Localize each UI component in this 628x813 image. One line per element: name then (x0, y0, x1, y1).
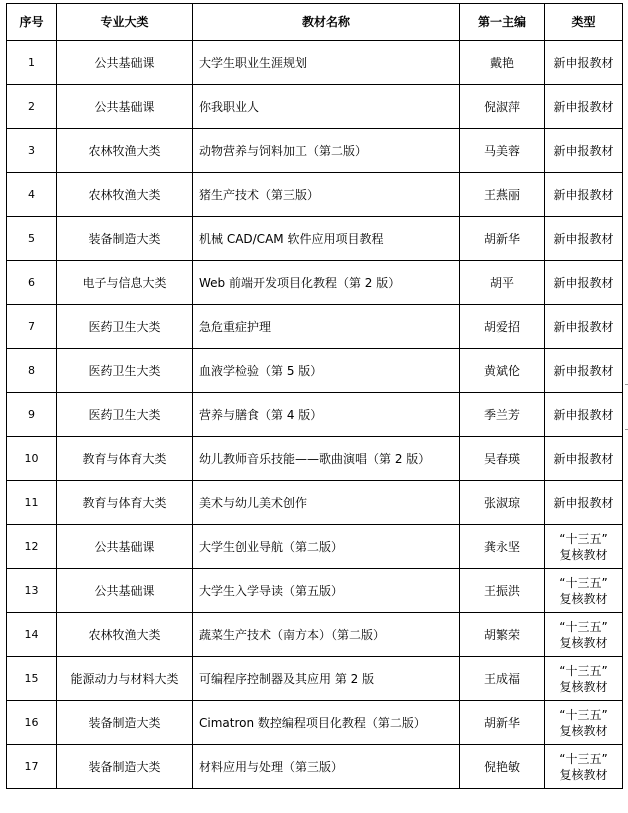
header-type: 类型 (545, 4, 623, 41)
header-title: 教材名称 (193, 4, 460, 41)
cell-index: 15 (7, 657, 57, 701)
cell-type-line2: 复核教材 (559, 547, 608, 562)
cell-type (545, 613, 623, 657)
table-body (7, 41, 623, 789)
table-row (7, 701, 623, 745)
cell-category: 医药卫生大类 (57, 349, 193, 393)
table-row (7, 261, 623, 305)
textbook-table (6, 3, 623, 789)
cell-title: 机械 CAD/CAM 软件应用项目教程 (193, 217, 460, 261)
cell-editor: 龚永坚 (460, 525, 545, 569)
cell-index: 6 (7, 261, 57, 305)
cell-type-line2: 复核教材 (559, 767, 608, 782)
cell-index: 4 (7, 173, 57, 217)
cell-type (545, 701, 623, 745)
cell-category: 装备制造大类 (57, 701, 193, 745)
cell-editor: 黄斌伦 (460, 349, 545, 393)
table-row (7, 217, 623, 261)
cell-index: 12 (7, 525, 57, 569)
cell-title: 大学生入学导读（第五版） (193, 569, 460, 613)
cell-editor: 马美蓉 (460, 129, 545, 173)
cell-category: 医药卫生大类 (57, 393, 193, 437)
cell-category: 教育与体育大类 (57, 437, 193, 481)
cell-type-line1: 新申报教材 (553, 275, 614, 290)
cell-type (545, 85, 623, 129)
header-row (7, 4, 623, 41)
cell-type-line1: 新申报教材 (553, 319, 614, 334)
cell-editor: 吴春瑛 (460, 437, 545, 481)
cell-type (545, 393, 623, 437)
header-category: 专业大类 (57, 4, 193, 41)
cell-editor: 胡新华 (460, 701, 545, 745)
cell-index: 17 (7, 745, 57, 789)
cell-index: 1 (7, 41, 57, 85)
table-row (7, 173, 623, 217)
cell-title: 营养与膳食（第 4 版） (193, 393, 460, 437)
cell-title: 血液学检验（第 5 版） (193, 349, 460, 393)
cell-type (545, 305, 623, 349)
cell-title: 蔬菜生产技术（南方本）（第二版） (193, 613, 460, 657)
cell-editor: 王燕丽 (460, 173, 545, 217)
cell-index: 3 (7, 129, 57, 173)
cell-type (545, 525, 623, 569)
cell-type (545, 745, 623, 789)
table-row (7, 129, 623, 173)
cell-type-line1: “十三五” (559, 663, 608, 678)
cell-type (545, 437, 623, 481)
cell-type-line1: “十三五” (559, 531, 608, 546)
cell-type-line1: 新申报教材 (553, 495, 614, 510)
cell-type-line1: 新申报教材 (553, 363, 614, 378)
cell-editor: 季兰芳 (460, 393, 545, 437)
cell-type-line1: “十三五” (559, 751, 608, 766)
cell-title: 大学生创业导航（第二版） (193, 525, 460, 569)
cell-editor: 胡平 (460, 261, 545, 305)
table-row (7, 85, 623, 129)
header-editor: 第一主编 (460, 4, 545, 41)
header-index: 序号 (7, 4, 57, 41)
cell-editor: 胡爱招 (460, 305, 545, 349)
cell-title: 动物营养与饲料加工（第二版） (193, 129, 460, 173)
cell-index: 8 (7, 349, 57, 393)
cell-category: 农林牧渔大类 (57, 613, 193, 657)
cell-editor: 张淑琼 (460, 481, 545, 525)
cell-type-line1: 新申报教材 (553, 55, 614, 70)
cell-editor: 胡繁荣 (460, 613, 545, 657)
cell-editor: 王振洪 (460, 569, 545, 613)
cell-index: 9 (7, 393, 57, 437)
cell-editor: 王成福 (460, 657, 545, 701)
table-row (7, 437, 623, 481)
table-row (7, 481, 623, 525)
cell-category: 医药卫生大类 (57, 305, 193, 349)
cell-type (545, 217, 623, 261)
cell-index: 5 (7, 217, 57, 261)
cell-type-line1: 新申报教材 (553, 231, 614, 246)
cell-editor: 胡新华 (460, 217, 545, 261)
cell-type-line1: “十三五” (559, 575, 608, 590)
cell-type (545, 129, 623, 173)
cell-category: 装备制造大类 (57, 217, 193, 261)
table-row (7, 657, 623, 701)
table-row (7, 745, 623, 789)
cell-type (545, 261, 623, 305)
cell-index: 14 (7, 613, 57, 657)
table-row (7, 41, 623, 85)
cell-type-line1: 新申报教材 (553, 143, 614, 158)
cell-category: 公共基础课 (57, 525, 193, 569)
cell-type-line1: 新申报教材 (553, 407, 614, 422)
cell-editor: 戴艳 (460, 41, 545, 85)
cell-type (545, 569, 623, 613)
cell-type-line2: 复核教材 (559, 723, 608, 738)
cell-title: 可编程序控制器及其应用 第 2 版 (193, 657, 460, 701)
cell-title: 幼儿教师音乐技能——歌曲演唱（第 2 版） (193, 437, 460, 481)
table-row (7, 613, 623, 657)
table-row (7, 569, 623, 613)
cell-title: 你我职业人 (193, 85, 460, 129)
cell-title: 材料应用与处理（第三版） (193, 745, 460, 789)
cell-type-line2: 复核教材 (559, 679, 608, 694)
cell-type (545, 41, 623, 85)
cell-title: 美术与幼儿美术创作 (193, 481, 460, 525)
cell-category: 装备制造大类 (57, 745, 193, 789)
cell-index: 13 (7, 569, 57, 613)
cell-title: Cimatron 数控编程项目化教程（第二版） (193, 701, 460, 745)
cell-category: 教育与体育大类 (57, 481, 193, 525)
cell-index: 2 (7, 85, 57, 129)
cell-title: Web 前端开发项目化教程（第 2 版） (193, 261, 460, 305)
cell-category: 农林牧渔大类 (57, 173, 193, 217)
table-row (7, 525, 623, 569)
cell-editor: 倪艳敏 (460, 745, 545, 789)
cell-index: 16 (7, 701, 57, 745)
cell-category: 农林牧渔大类 (57, 129, 193, 173)
cell-category: 公共基础课 (57, 41, 193, 85)
cell-type-line2: 复核教材 (559, 635, 608, 650)
cell-title: 猪生产技术（第三版） (193, 173, 460, 217)
table-row (7, 349, 623, 393)
cell-category: 电子与信息大类 (57, 261, 193, 305)
cell-index: 7 (7, 305, 57, 349)
cell-index: 11 (7, 481, 57, 525)
cell-type-line1: 新申报教材 (553, 451, 614, 466)
cell-title: 大学生职业生涯规划 (193, 41, 460, 85)
cell-title: 急危重症护理 (193, 305, 460, 349)
cell-type-line1: 新申报教材 (553, 99, 614, 114)
cell-type-line1: “十三五” (559, 619, 608, 634)
cell-editor: 倪淑萍 (460, 85, 545, 129)
cell-type (545, 657, 623, 701)
cell-type (545, 481, 623, 525)
cell-type (545, 349, 623, 393)
table-row (7, 305, 623, 349)
cell-type-line1: “十三五” (559, 707, 608, 722)
cell-type-line1: 新申报教材 (553, 187, 614, 202)
cell-index: 10 (7, 437, 57, 481)
cell-category: 公共基础课 (57, 85, 193, 129)
table-row (7, 393, 623, 437)
cell-type-line2: 复核教材 (559, 591, 608, 606)
cell-category: 公共基础课 (57, 569, 193, 613)
cell-type (545, 173, 623, 217)
cell-category: 能源动力与材料大类 (57, 657, 193, 701)
